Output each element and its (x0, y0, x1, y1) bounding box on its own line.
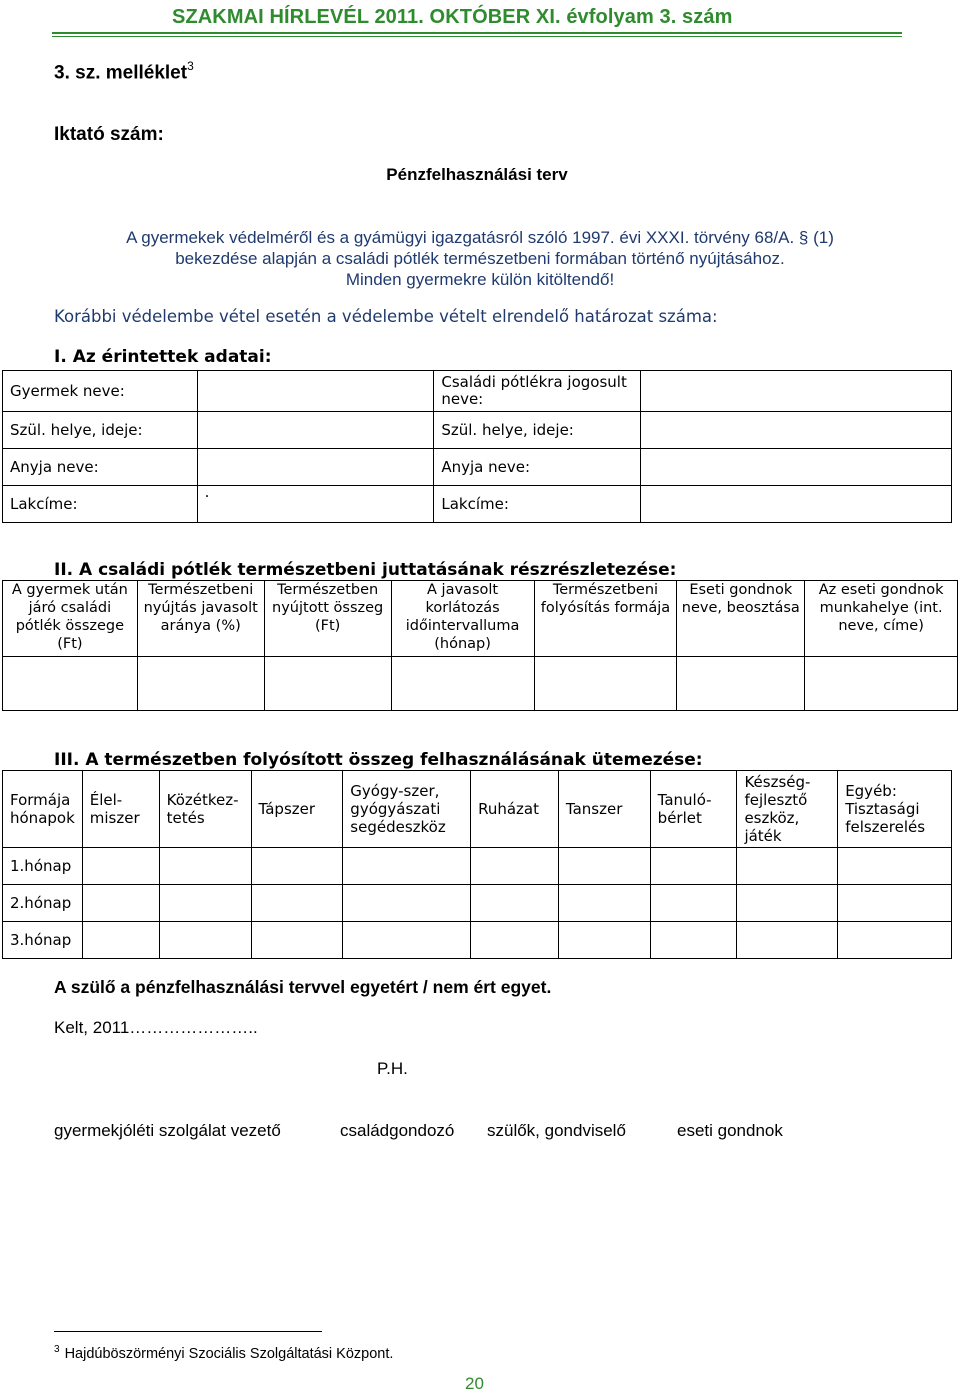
header-food: Élel-miszer (82, 771, 159, 848)
registration-number-label: Iktató szám: (54, 124, 164, 145)
child-address-field[interactable]: . (197, 486, 434, 523)
table-header-row (3, 581, 958, 657)
annex-text: 3. sz. melléklet (54, 62, 188, 84)
header-guardian-name: Eseti gondnok neve, beosztása (677, 581, 805, 657)
table-row (3, 412, 952, 449)
cell-field[interactable] (471, 848, 559, 885)
cell-field[interactable] (558, 885, 650, 922)
cell-field[interactable] (471, 922, 559, 959)
cell-field[interactable] (82, 922, 159, 959)
signature-service-head: gyermekjóléti szolgálat vezető (54, 1121, 281, 1140)
persons-data-table (2, 370, 952, 523)
child-birth-label: Szül. helye, ideje: (3, 412, 198, 449)
footnote-text: Hajdúböszörményi Szociális Szolgáltatási Központ. (64, 1345, 394, 1362)
cell-field[interactable] (650, 848, 737, 885)
cell-field[interactable] (343, 848, 471, 885)
annex-footnote-ref[interactable]: 3 (187, 59, 194, 73)
stamp-placeholder: P.H. (377, 1059, 408, 1078)
footnote-number: 3 (54, 1344, 60, 1355)
restriction-period-field[interactable] (391, 657, 534, 711)
child-mother-label: Anyja neve: (3, 449, 198, 486)
page-number: 20 (465, 1374, 484, 1393)
beneficiary-name-field[interactable] (640, 371, 951, 412)
cell-field[interactable] (838, 922, 952, 959)
month-3-label: 3.hónap (3, 922, 83, 959)
cell-field[interactable] (82, 885, 159, 922)
cell-field[interactable] (650, 922, 737, 959)
table-row (3, 371, 952, 412)
signature-caseworker: családgondozó (340, 1121, 455, 1140)
in-kind-amount-field[interactable] (264, 657, 391, 711)
child-birth-field[interactable] (197, 412, 434, 449)
header-clothing: Ruházat (471, 771, 559, 848)
child-name-label: Gyermek neve: (3, 371, 198, 412)
cell-field[interactable] (650, 885, 737, 922)
date-line: Kelt, 2011………………….. (54, 1018, 258, 1037)
cell-field[interactable] (251, 922, 343, 959)
table-row (3, 848, 952, 885)
header-public-catering: Közétkez-tetés (159, 771, 251, 848)
header-other-hygiene: Egyéb: Tisztasági felszerelés (838, 771, 952, 848)
month-2-label: 2.hónap (3, 885, 83, 922)
cell-field[interactable] (737, 922, 838, 959)
table-row (3, 486, 952, 523)
newsletter-header: SZAKMAI HÍRLEVÉL 2011. OKTÓBER XI. évfolyam 3. szám (172, 6, 733, 28)
header-formula: Tápszer (251, 771, 343, 848)
beneficiary-address-label: Lakcíme: (434, 486, 641, 523)
proposed-ratio-field[interactable] (137, 657, 264, 711)
intro-line-2: bekezdése alapján a családi pótlék természetbeni formában történő nyújtásához. (175, 249, 785, 268)
section-1-title: I. Az érintettek adatai: (54, 347, 272, 367)
table-row (3, 885, 952, 922)
child-mother-field[interactable] (197, 449, 434, 486)
header-guardian-workplace: Az eseti gondnok munkahelye (int. neve, címe) (805, 581, 958, 657)
child-name-field[interactable] (197, 371, 434, 412)
header-allowance-amount: A gyermek után járó családi pótlék összege (Ft) (3, 581, 138, 657)
intro-text (40, 227, 920, 290)
footnote (54, 1344, 393, 1362)
document-title-text: Pénzfelhasználási terv (386, 165, 568, 184)
cell-field[interactable] (159, 922, 251, 959)
cell-field[interactable] (471, 885, 559, 922)
allowance-amount-field[interactable] (3, 657, 138, 711)
table-row (3, 922, 952, 959)
cell-field[interactable] (838, 885, 952, 922)
previous-protection-label: Korábbi védelembe vétel esetén a védelembe vételt elrendelő határozat száma: (54, 307, 718, 326)
cell-field[interactable] (737, 848, 838, 885)
header-payment-form: Természetbeni folyósítás formája (534, 581, 677, 657)
cell-field[interactable] (558, 848, 650, 885)
signature-guardian: eseti gondnok (677, 1121, 783, 1140)
month-1-label: 1.hónap (3, 848, 83, 885)
table-header-row (3, 771, 952, 848)
annex-label (54, 60, 194, 84)
header-form-months: Formája hónapok (3, 771, 83, 848)
intro-line-3: Minden gyermekre külön kitöltendő! (345, 270, 615, 289)
cell-field[interactable] (159, 848, 251, 885)
cell-field[interactable] (737, 885, 838, 922)
beneficiary-address-field[interactable] (640, 486, 951, 523)
header-medicine: Gyógy-szer, gyógyászati segédeszköz (343, 771, 471, 848)
table-row (3, 657, 958, 711)
header-in-kind-amount: Természetben nyújtott összeg (Ft) (264, 581, 391, 657)
cell-field[interactable] (251, 848, 343, 885)
intro-line-1: A gyermekek védelméről és a gyámügyi igazgatásról szóló 1997. évi XXXI. törvény 68/A. § (1) (126, 228, 834, 247)
section-3-title: III. A természetben folyósított összeg felhasználásának ütemezése: (54, 750, 703, 770)
payment-form-field[interactable] (534, 657, 677, 711)
cell-field[interactable] (343, 922, 471, 959)
beneficiary-mother-field[interactable] (640, 449, 951, 486)
cell-field[interactable] (558, 922, 650, 959)
table-row (3, 449, 952, 486)
guardian-workplace-field[interactable] (805, 657, 958, 711)
in-kind-benefit-table (2, 580, 958, 711)
beneficiary-birth-label: Szül. helye, ideje: (434, 412, 641, 449)
signature-parents: szülők, gondviselő (487, 1121, 626, 1140)
header-development-tools: Készség-fejlesztő eszköz, játék (737, 771, 838, 848)
document-title (0, 165, 960, 185)
header-restriction-period: A javasolt korlátozás időintervalluma (hónap) (391, 581, 534, 657)
header-proposed-ratio: Természetbeni nyújtás javasolt aránya (%) (137, 581, 264, 657)
child-address-label: Lakcíme: (3, 486, 198, 523)
cell-field[interactable] (82, 848, 159, 885)
beneficiary-mother-label: Anyja neve: (434, 449, 641, 486)
cell-field[interactable] (251, 885, 343, 922)
cell-field[interactable] (159, 885, 251, 922)
footnote-separator (54, 1331, 322, 1332)
spending-schedule-table (2, 770, 952, 959)
beneficiary-name-label: Családi pótlékra jogosult neve: (434, 371, 641, 412)
cell-field[interactable] (343, 885, 471, 922)
header-rule (52, 32, 902, 34)
guardian-name-field[interactable] (677, 657, 805, 711)
consent-statement: A szülő a pénzfelhasználási tervvel egyetért / nem ért egyet. (54, 977, 552, 997)
beneficiary-birth-field[interactable] (640, 412, 951, 449)
header-student-pass: Tanuló-bérlet (650, 771, 737, 848)
header-school-supplies: Tanszer (558, 771, 650, 848)
section-2-title: II. A családi pótlék természetbeni juttatásának részrészletezése: (54, 560, 677, 580)
header-rule-thin (52, 36, 902, 37)
cell-field[interactable] (838, 848, 952, 885)
